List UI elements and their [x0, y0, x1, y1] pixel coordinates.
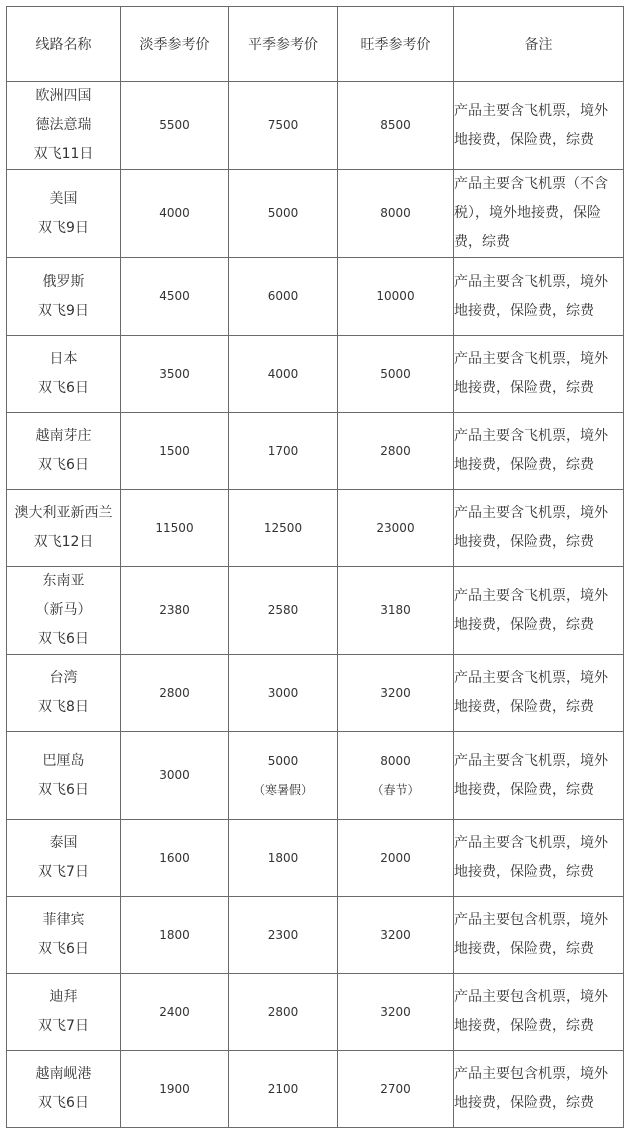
cell-text-line: 菲律宾	[42, 912, 85, 928]
cell-text-line: 3180	[380, 603, 411, 617]
cell-text-line: 地接费，保险费，综费	[454, 1095, 594, 1111]
cell-text-line: 1500	[159, 443, 190, 458]
table-row	[7, 655, 624, 732]
cell-text-line: 双飞8日	[38, 699, 89, 715]
header-row	[7, 7, 624, 82]
cell-text-line: 俄罗斯	[42, 273, 85, 290]
peak-season-price-cell	[338, 974, 454, 1051]
cell-text-line: 8500	[380, 118, 411, 132]
cell-text-line: 3200	[380, 927, 411, 942]
cell-text-line: 美国	[49, 190, 78, 207]
cell-text-line: 5500	[159, 118, 190, 132]
cell-text-line: 8000	[380, 206, 411, 220]
cell-text-line: 欧洲四国	[35, 88, 92, 104]
cell-text-line: 2700	[380, 1081, 411, 1096]
route-name-cell	[7, 820, 121, 897]
low-season-price-cell	[121, 170, 229, 258]
cell-text-line: 迪拜	[49, 989, 78, 1005]
cell-text-line: 3200	[380, 1004, 411, 1019]
cell-text-line: 6000	[267, 289, 299, 303]
cell-text-line: 2380	[159, 603, 190, 617]
route-name-cell	[7, 170, 121, 258]
cell-text-line: 日本	[49, 351, 78, 367]
low-season-price-cell	[121, 655, 229, 732]
cell-text-line: 10000	[376, 289, 415, 303]
remarks-cell	[454, 897, 624, 974]
peak-season-price-cell	[338, 490, 454, 567]
remarks-cell	[454, 567, 624, 655]
table-row	[7, 567, 624, 655]
remarks-cell	[454, 82, 624, 170]
cell-text-line: 地接费，保险费，综费	[454, 1018, 594, 1034]
peak-season-price-cell	[338, 897, 454, 974]
route-name-cell	[7, 490, 121, 567]
cell-text-line: 澳大利亚新西兰	[14, 505, 113, 521]
header-low-season-price: 淡季参考价	[121, 7, 229, 82]
regular-season-price-cell	[229, 820, 338, 897]
table-row	[7, 82, 624, 170]
cell-text-line: 5000	[267, 206, 299, 220]
cell-text-line: 地接费，保险费，综费	[454, 380, 594, 396]
peak-season-price-cell	[338, 82, 454, 170]
cell-text-line: 产品主要含飞机票，境外	[454, 752, 608, 769]
regular-season-price-cell	[229, 336, 338, 413]
remarks-cell	[454, 170, 624, 258]
table-row	[7, 974, 624, 1051]
cell-text-line: 4000	[159, 206, 190, 220]
cell-text-line: 双飞6日	[38, 380, 89, 396]
peak-season-price-cell	[338, 1051, 454, 1128]
cell-text-line: 德法意瑞	[35, 117, 92, 133]
route-name-cell	[7, 732, 121, 820]
regular-season-price-cell	[229, 258, 338, 336]
regular-season-price-cell	[229, 974, 338, 1051]
cell-text-line: 3000	[159, 768, 190, 782]
cell-text-line: 双飞6日	[38, 457, 89, 473]
regular-season-price-cell	[229, 170, 338, 258]
cell-text-line: 1700	[267, 443, 299, 458]
peak-season-price-cell	[338, 170, 454, 258]
low-season-price-cell	[121, 82, 229, 170]
cell-text-line: 台湾	[49, 670, 78, 686]
peak-season-price-cell	[338, 567, 454, 655]
cell-text-line: （寒暑假）	[252, 782, 313, 797]
route-name-cell	[7, 655, 121, 732]
cell-text-line: 1800	[267, 850, 299, 865]
table-row	[7, 413, 624, 490]
cell-text-line: 产品主要含飞机票，境外	[454, 273, 608, 290]
remarks-cell	[454, 974, 624, 1051]
route-name-cell	[7, 336, 121, 413]
cell-text-line: 地接费，保险费，综费	[454, 131, 594, 148]
cell-text-line: 双飞6日	[38, 781, 89, 798]
cell-text-line: 地接费，保险费，综费	[454, 616, 594, 633]
peak-season-price-cell	[338, 336, 454, 413]
cell-text-line: 地接费，保险费，综费	[454, 302, 594, 319]
cell-text-line: 越南岘港	[35, 1066, 92, 1082]
low-season-price-cell	[121, 490, 229, 567]
cell-text-line: 地接费，保险费，综费	[454, 781, 594, 798]
regular-season-price-cell	[229, 567, 338, 655]
header-regular-season-price: 平季参考价	[229, 7, 338, 82]
cell-text-line: 双飞6日	[38, 941, 89, 957]
route-name-cell	[7, 897, 121, 974]
cell-text-line: 地接费，保险费，综费	[454, 699, 594, 715]
peak-season-price-cell	[338, 413, 454, 490]
table-row	[7, 170, 624, 258]
cell-text-line: 1900	[159, 1081, 190, 1096]
cell-text-line: 双飞11日	[33, 146, 94, 162]
low-season-price-cell	[121, 974, 229, 1051]
low-season-price-cell	[121, 1051, 229, 1128]
route-name-cell	[7, 413, 121, 490]
low-season-price-cell	[121, 413, 229, 490]
cell-text-line: 2800	[380, 443, 411, 458]
cell-text-line: 双飞6日	[38, 631, 89, 647]
regular-season-price-cell	[229, 1051, 338, 1128]
table-row	[7, 732, 624, 820]
peak-season-price-cell	[338, 820, 454, 897]
cell-text-line: 地接费，保险费，综费	[454, 457, 594, 473]
cell-text-line: 双飞6日	[38, 1095, 89, 1111]
cell-text-line: 4000	[267, 366, 299, 381]
route-name-cell	[7, 258, 121, 336]
header-remarks: 备注	[454, 7, 624, 82]
header-route-name: 线路名称	[7, 7, 121, 82]
remarks-cell	[454, 413, 624, 490]
route-name-cell	[7, 974, 121, 1051]
remarks-cell	[454, 258, 624, 336]
cell-text-line: 4500	[159, 289, 190, 303]
cell-text-line: 2400	[159, 1004, 190, 1019]
cell-text-line: 2580	[267, 603, 299, 617]
cell-text-line: 1600	[159, 850, 190, 865]
cell-text-line: 2800	[159, 685, 190, 700]
cell-text-line: 双飞9日	[38, 302, 89, 319]
route-name-cell	[7, 567, 121, 655]
table-row	[7, 258, 624, 336]
price-table	[6, 6, 624, 1128]
cell-text-line: 巴厘岛	[42, 752, 85, 769]
cell-text-line: （春节）	[371, 782, 420, 797]
cell-text-line: 产品主要含飞机票，境外	[454, 428, 608, 444]
peak-season-price-cell	[338, 258, 454, 336]
table-row	[7, 820, 624, 897]
header-peak-season-price: 旺季参考价	[338, 7, 454, 82]
cell-text-line: 产品主要包含机票，境外	[454, 1066, 608, 1082]
cell-text-line: 1800	[159, 927, 190, 942]
peak-season-price-cell	[338, 732, 454, 820]
cell-text-line: 双飞12日	[33, 534, 94, 550]
table-row	[7, 897, 624, 974]
remarks-cell	[454, 1051, 624, 1128]
cell-text-line: 东南亚	[42, 573, 85, 589]
cell-text-line: 11500	[155, 520, 194, 535]
regular-season-price-cell	[229, 897, 338, 974]
regular-season-price-cell	[229, 82, 338, 170]
peak-season-price-cell	[338, 655, 454, 732]
cell-text-line: 2000	[380, 850, 411, 865]
remarks-cell	[454, 820, 624, 897]
cell-text-line: 产品主要含飞机票，境外	[454, 505, 608, 521]
cell-text-line: 越南芽庄	[35, 428, 92, 444]
cell-text-line: 产品主要含飞机票，境外	[454, 351, 608, 367]
cell-text-line: 产品主要包含机票，境外	[454, 989, 608, 1005]
cell-text-line: 2800	[267, 1004, 299, 1019]
low-season-price-cell	[121, 567, 229, 655]
cell-text-line: 双飞9日	[38, 219, 89, 236]
remarks-cell	[454, 336, 624, 413]
cell-text-line: （新马）	[35, 602, 92, 618]
cell-text-line: 产品主要包含机票，境外	[454, 912, 608, 928]
cell-text-line: 地接费，保险费，综费	[454, 941, 594, 957]
table-row	[7, 490, 624, 567]
cell-text-line: 3200	[380, 685, 411, 700]
cell-text-line: 5000	[267, 753, 299, 768]
low-season-price-cell	[121, 732, 229, 820]
table-body	[7, 82, 624, 1128]
regular-season-price-cell	[229, 490, 338, 567]
cell-text-line: 23000	[376, 520, 415, 535]
table-row	[7, 1051, 624, 1128]
cell-text-line: 税），境外地接费，保险	[454, 205, 601, 221]
regular-season-price-cell	[229, 413, 338, 490]
cell-text-line: 双飞7日	[38, 1018, 89, 1034]
cell-text-line: 产品主要含飞机票（不含	[454, 176, 608, 192]
cell-text-line: 产品主要含飞机票，境外	[454, 835, 608, 851]
cell-text-line: 3500	[159, 366, 190, 381]
cell-text-line: 泰国	[49, 835, 78, 851]
cell-text-line: 地接费，保险费，综费	[454, 534, 594, 550]
cell-text-line: 5000	[380, 366, 411, 381]
cell-text-line: 产品主要含飞机票，境外	[454, 102, 608, 119]
remarks-cell	[454, 732, 624, 820]
cell-text-line: 产品主要含飞机票，境外	[454, 587, 608, 604]
cell-text-line: 费，综费	[454, 234, 510, 250]
cell-text-line: 产品主要含飞机票，境外	[454, 670, 608, 686]
route-name-cell	[7, 1051, 121, 1128]
route-name-cell	[7, 82, 121, 170]
cell-text-line: 地接费，保险费，综费	[454, 864, 594, 880]
cell-text-line: 双飞7日	[38, 864, 89, 880]
remarks-cell	[454, 490, 624, 567]
cell-text-line: 2100	[267, 1081, 299, 1096]
low-season-price-cell	[121, 336, 229, 413]
cell-text-line: 8000	[380, 753, 411, 768]
low-season-price-cell	[121, 258, 229, 336]
remarks-cell	[454, 655, 624, 732]
low-season-price-cell	[121, 897, 229, 974]
cell-text-line: 2300	[267, 927, 299, 942]
low-season-price-cell	[121, 820, 229, 897]
cell-text-line: 3000	[267, 685, 299, 700]
regular-season-price-cell	[229, 655, 338, 732]
cell-text-line: 12500	[263, 520, 303, 535]
regular-season-price-cell	[229, 732, 338, 820]
table-row	[7, 336, 624, 413]
cell-text-line: 7500	[267, 118, 299, 132]
